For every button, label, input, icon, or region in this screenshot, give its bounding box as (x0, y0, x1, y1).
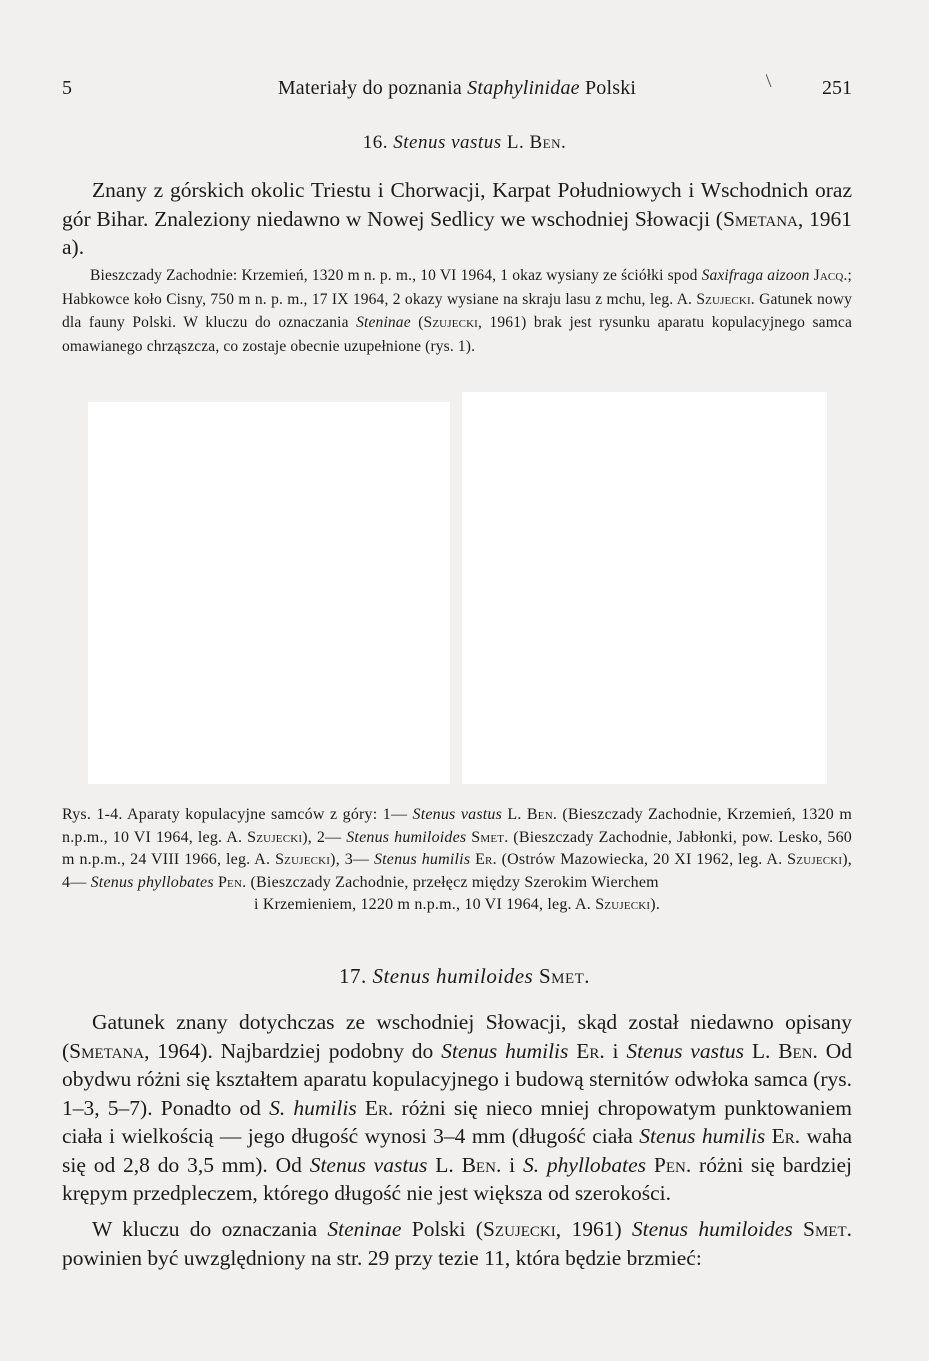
running-title: Materiały do poznania Staphylinidae Polski (277, 77, 637, 99)
figure-placeholder-left (88, 402, 450, 784)
section-heading-16: 16. Stenus vastus L. Ben. (362, 132, 567, 153)
section-heading-17: 17. Stenus humiloides Smet. (338, 964, 591, 988)
print-mark (766, 74, 772, 88)
paragraph-key-note: W kluczu do oznaczania Steninae Polski (Szujecki, 1961) Stenus humiloides Smet. powinien być uwzględniony na str. 29 przy tezie 11, która będzie brzmieć: (62, 1217, 852, 1270)
taxon-name: Staphylinidae (467, 77, 580, 99)
running-header (62, 77, 852, 103)
paragraph-records: Bieszczady Zachodnie: Krzemień, 1320 m n. p. m., 10 VI 1964, 1 okaz wysiany ze ściółki spod Saxifraga aizoon Jacq.; Habkowce koło Cisny, 750 m n. p. m., 17 IX 1964, 2 okazy wysiane na skraju lasu z mchu, leg. A. Szujecki. Gatunek nowy dla fauny Polski. W kluczu do oznaczania Steninae (Szujecki, 1961) brak jest rysunku aparatu kopulacyjnego samca omawianego chrząszcza, co zostaje obecnie uzupełnione (rys. 1). (62, 267, 852, 355)
paragraph-distribution: Znany z górskich okolic Triestu i Chorwacji, Karpat Południowych i Wschodnich oraz gór Bihar. Znaleziony niedawno w Nowej Sedlicy we wschodniej Słowacji (Smetana, 1961 a). (62, 178, 852, 259)
figure-placeholder-right (462, 392, 827, 784)
figure-caption: Rys. 1-4. Aparaty kopulacyjne samców z góry: 1— Stenus vastus L. Ben. (Bieszczady Zachodnie, Krzemień, 1320 m n.p.m., 10 VI 1964, leg. A. Szujecki), 2— Stenus humiloides Smet. (Bieszczady Zachodnie, Jabłonki, pow. Lesko, 560 m n.p.m., 24 VIII 1966, leg. A. Szujecki), 3— Stenus humilis Er. (Ostrów Mazowiecka, 20 XI 1962, leg. A. Szujecki), 4— Stenus phyllobates Pen. (Bieszczady Zachodnie, przełęcz między Szerokim Wierchem i Krzemieniem, 1220 m n.p.m., 10 VI 1964, leg. A. Szujecki). (62, 806, 853, 913)
page-number: 251 (822, 77, 852, 99)
section-number: 5 (62, 77, 72, 99)
paragraph-description: Gatunek znany dotychczas ze wschodniej Słowacji, skąd został niedawno opisany (Smetana, 1964). Najbardziej podobny do Stenus humilis Er. i Stenus vastus L. Ben. Od obydwu różni się kształtem aparatu kopulacyjnego i budową sternitów odwłoka samca (rys. 1–3, 5–7). Ponadto od S. humilis Er. różni się nieco mniej chropowatym punktowaniem ciała i wielkością — jego długość wynosi 3–4 mm (długość ciała Stenus humilis Er. waha się od 2,8 do 3,5 mm). Od Stenus vastus L. Ben. i S. phyllobates Pen. różni się bardziej krępym przedpleczem, którego długość nie jest większa od szerokości. (62, 1010, 852, 1205)
